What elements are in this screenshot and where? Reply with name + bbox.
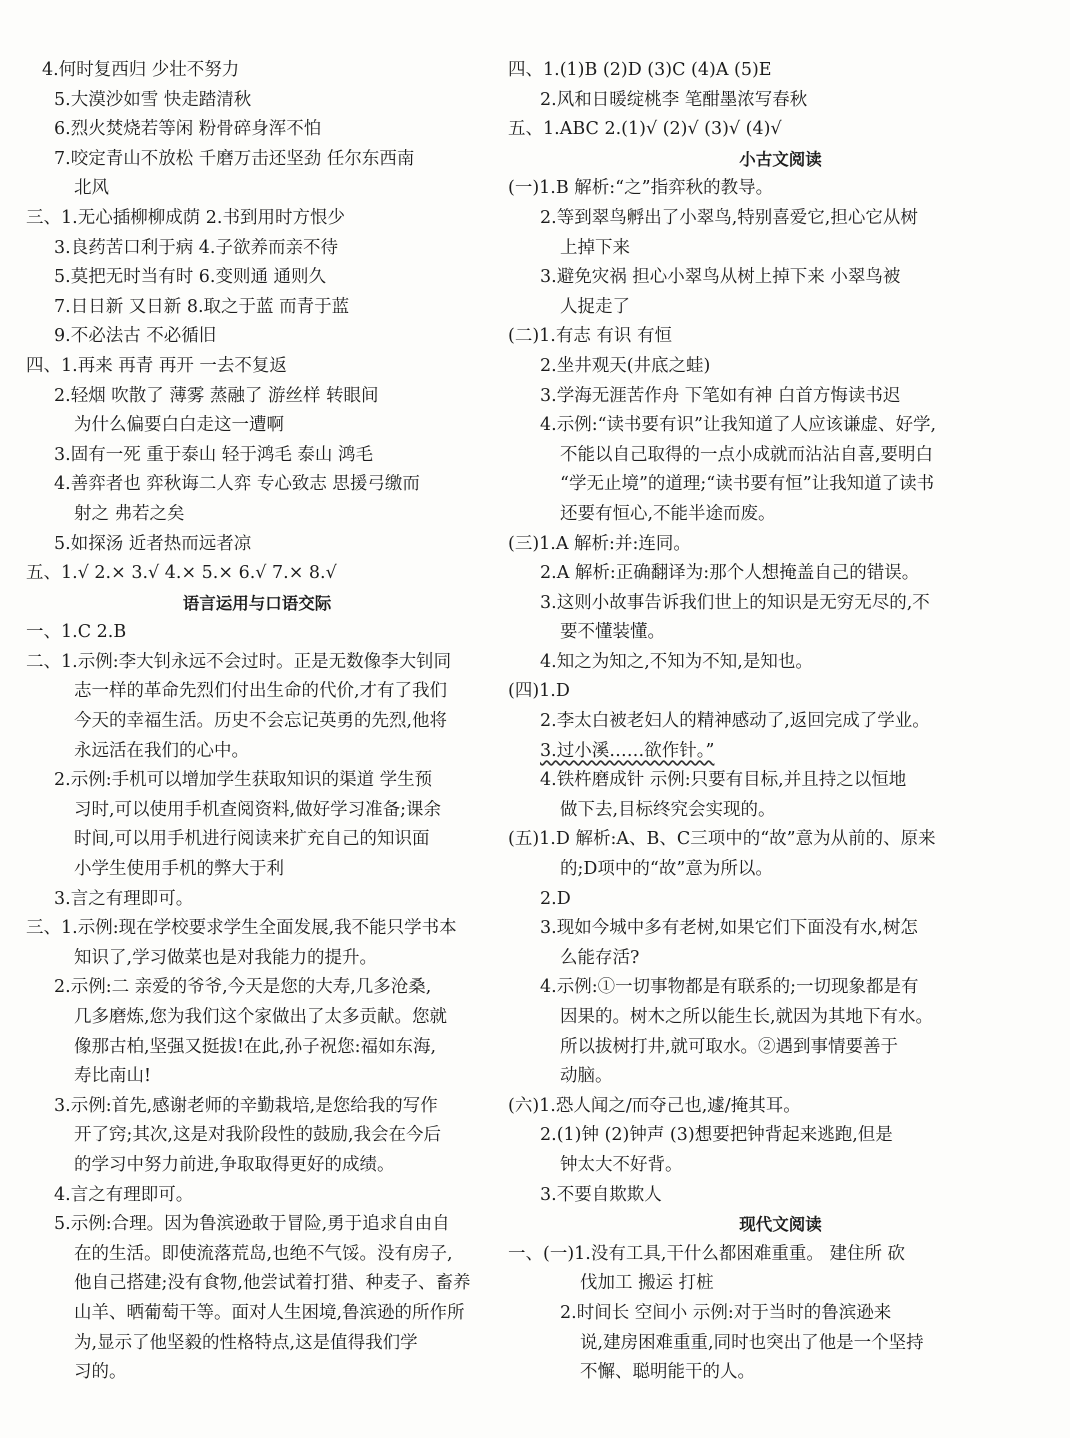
answer-text: 为,显示了他坚毅的性格特点,这是值得我们学	[74, 1332, 418, 1353]
answer-text: 伐加工 搬运 打桩	[580, 1273, 714, 1294]
answer-line	[22, 1092, 492, 1122]
answer-text: “学无止境”的道理;“读书要有恒”让我知道了读书	[560, 474, 935, 495]
answer-line	[22, 322, 492, 352]
answer-text: 三、1.示例:现在学校要求学生全面发展,我不能只学书本	[26, 918, 457, 939]
answer-text: (三)1.A 解析:并:连同。	[508, 533, 691, 554]
section-heading	[508, 1210, 1053, 1240]
answer-text: 要不懂装懂。	[560, 622, 665, 643]
right-column	[508, 56, 1053, 1388]
answer-text: 2.A 解析:正确翻译为:那个人想掩盖自己的错误。	[540, 563, 920, 584]
answer-text: 为什么偏要白白走这一遭啊	[74, 415, 284, 436]
answer-text: 不懈、聪明能干的人。	[580, 1362, 755, 1383]
answer-text: 5.示例:合理。因为鲁滨逊敢于冒险,勇于追求自由自	[54, 1214, 450, 1235]
answer-line	[22, 825, 492, 855]
answer-line	[22, 1269, 492, 1299]
answer-line	[22, 855, 492, 885]
answer-line	[22, 1210, 492, 1240]
answer-line	[508, 973, 1053, 1003]
answer-line	[508, 559, 1053, 589]
answer-text: 2.风和日暖绽桃李 笔酣墨浓写春秋	[540, 89, 808, 110]
answer-line	[508, 825, 1053, 855]
answer-line	[508, 1151, 1053, 1181]
answer-line	[22, 174, 492, 204]
answer-text: 习时,可以使用手机查阅资料,做好学习准备;课余	[74, 799, 442, 820]
answer-line	[22, 618, 492, 648]
answer-text: 4.示例:①一切事物都是有联系的;一切现象都是有	[540, 977, 919, 998]
answer-text: 动脑。	[560, 1066, 613, 1087]
answer-line	[508, 500, 1053, 530]
answer-line	[508, 1329, 1053, 1359]
answer-line	[508, 1240, 1053, 1270]
answer-line	[22, 648, 492, 678]
answer-line	[508, 589, 1053, 619]
answer-line	[22, 1181, 492, 1211]
answer-line	[508, 263, 1053, 293]
answer-text: 2.李太白被老妇人的精神感动了,返回完成了学业。	[540, 711, 930, 732]
answer-line	[22, 944, 492, 974]
answer-line	[22, 234, 492, 264]
answer-text: 3.这则小故事告诉我们世上的知识是无穷无尽的,不	[540, 592, 930, 613]
answer-line	[22, 1299, 492, 1329]
answer-text: 3.言之有理即可。	[54, 888, 194, 909]
answer-text: 在的生活。即使流落荒岛,也绝不气馁。没有房子,	[74, 1243, 453, 1264]
answer-text: 四、1.再来 再青 再开 一去不复返	[26, 355, 287, 376]
answer-text: 5.如探汤 近者热而远者凉	[54, 533, 252, 554]
answer-line	[508, 115, 1053, 145]
answer-line	[508, 1033, 1053, 1063]
answer-text: 所以拔树打井,就可取水。②遇到事情要善于	[560, 1036, 899, 1057]
answer-text: 不能以自己取得的一点小成就而沾沾自喜,要明白	[560, 444, 934, 465]
answer-line	[508, 1358, 1053, 1388]
answer-line	[22, 204, 492, 234]
answer-line	[22, 1062, 492, 1092]
answer-text: 做下去,目标终究会实现的。	[560, 799, 776, 820]
answer-line	[22, 500, 492, 530]
answer-text: 7.日日新 又日新 8.取之于蓝 而青于蓝	[54, 296, 350, 317]
answer-text: 他自己搭建;没有食物,他尝试着打猎、种麦子、畜养	[74, 1273, 471, 1294]
answer-line	[22, 914, 492, 944]
answer-line	[22, 559, 492, 589]
answer-line	[508, 56, 1053, 86]
answer-line	[508, 322, 1053, 352]
answer-line	[22, 470, 492, 500]
answer-text: 语言运用与口语交际	[182, 593, 332, 613]
answer-line	[508, 204, 1053, 234]
answer-line	[22, 1033, 492, 1063]
answer-text: 么能存活?	[560, 947, 640, 968]
answer-line	[22, 1003, 492, 1033]
answer-text: 2.(1)钟 (2)钟声 (3)想要把钟背起来逃跑,但是	[540, 1125, 893, 1146]
answer-text: 知识了,学习做菜也是对我能力的提升。	[74, 947, 378, 968]
answer-text: 四、1.(1)B (2)D (3)C (4)A (5)E	[508, 60, 772, 80]
answer-line	[508, 944, 1053, 974]
answer-line	[508, 1181, 1053, 1211]
answer-line	[508, 796, 1053, 826]
answer-text: 2.坐井观天(井底之蛙)	[540, 355, 711, 376]
answer-line	[22, 1329, 492, 1359]
answer-line	[508, 648, 1053, 678]
answer-text: 说,建房困难重重,同时也突出了他是一个坚持	[580, 1332, 924, 1353]
answer-line	[508, 411, 1053, 441]
answer-text: 4.知之为知之,不知为不知,是知也。	[540, 651, 813, 672]
answer-line	[508, 677, 1053, 707]
answer-text: 7.咬定青山不放松 千磨万击还坚劲 任尔东西南	[54, 148, 415, 169]
answer-line	[22, 56, 492, 86]
answer-line	[508, 86, 1053, 116]
answer-text: 3.现如今城中多有老树,如果它们下面没有水,树怎	[540, 918, 918, 939]
answer-line	[22, 1121, 492, 1151]
answer-text: 时间,可以用手机进行阅读来扩充自己的知识面	[74, 829, 430, 850]
answer-text: 2.示例:手机可以增加学生获取知识的渠道 学生预	[54, 770, 433, 791]
answer-text: 因果的。树木之所以能生长,就因为其地下有水。	[560, 1007, 934, 1027]
answer-text: 习的。	[74, 1362, 127, 1383]
answer-line	[508, 1269, 1053, 1299]
answer-line	[508, 707, 1053, 737]
answer-text: 北风	[74, 178, 109, 199]
answer-text: 5.莫把无时当有时 6.变则通 通则久	[54, 267, 327, 288]
answer-text: 4.善弈者也 弈秋诲二人弈 专心致志 思援弓缴而	[54, 474, 420, 495]
answer-line	[508, 737, 1053, 767]
answer-line	[22, 707, 492, 737]
answer-text: 的;D项中的“故”意为所以。	[560, 859, 773, 880]
answer-text: 2.等到翠鸟孵出了小翠鸟,特别喜爱它,担心它从树	[540, 207, 918, 228]
left-column	[22, 56, 492, 1388]
answer-text: (一)1.B 解析:“之”指弈秋的教导。	[508, 178, 774, 199]
answer-text: (四)1.D	[508, 681, 570, 702]
answer-text: 4.示例:“读书要有识”让我知道了人应该谦虚、好学,	[540, 415, 937, 436]
answer-text: 3.示例:首先,感谢老师的辛勤栽培,是您给我的写作	[54, 1095, 438, 1116]
answer-text: 今天的幸福生活。历史不会忘记英勇的先烈,他将	[74, 711, 448, 732]
answer-text: 4.铁杵磨成针 示例:只要有目标,并且持之以恒地	[540, 770, 907, 791]
answer-line	[508, 1062, 1053, 1092]
section-heading	[508, 145, 1053, 175]
answer-text: 2.示例:二 亲爱的爷爷,今天是您的大寿,几多沧桑,	[54, 977, 432, 998]
answer-line	[22, 293, 492, 323]
answer-line	[508, 618, 1053, 648]
answer-text: 2.时间长 空间小 示例:对于当时的鲁滨逊来	[560, 1302, 892, 1323]
answer-line	[22, 86, 492, 116]
answer-text: 9.不必法古 不必循旧	[54, 326, 217, 347]
answer-line	[508, 914, 1053, 944]
answer-text: 6.烈火焚烧若等闲 粉骨碎身浑不怕	[54, 119, 322, 140]
answer-line	[508, 234, 1053, 264]
answer-line	[22, 115, 492, 145]
answer-text: 一、1.C 2.B	[26, 622, 127, 643]
answer-line	[508, 1121, 1053, 1151]
answer-line	[508, 766, 1053, 796]
answer-line	[22, 1358, 492, 1388]
answer-text: 五、1.ABC 2.(1)√ (2)√ (3)√ (4)√	[508, 119, 782, 140]
answer-text: (五)1.D 解析:A、B、C三项中的“故”意为从前的、原来	[508, 829, 936, 850]
answer-line	[22, 263, 492, 293]
answer-text: 二、1.示例:李大钊永远不会过时。正是无数像李大钊同	[26, 651, 452, 672]
answer-line	[22, 737, 492, 767]
answer-text: 小学生使用手机的弊大于利	[74, 859, 284, 880]
answer-text: 寿比南山!	[74, 1066, 152, 1087]
answer-line	[22, 677, 492, 707]
answer-line	[508, 382, 1053, 412]
answer-line	[22, 145, 492, 175]
answer-line	[508, 1003, 1053, 1033]
section-heading	[22, 589, 492, 619]
answer-text: 3.避免灾祸 担心小翠鸟从树上掉下来 小翠鸟被	[540, 267, 901, 288]
answer-text: 3.不要自欺欺人	[540, 1184, 662, 1205]
answer-text: (六)1.恐人闻之/而夺己也,遽/掩其耳。	[508, 1095, 801, 1116]
answer-text: 山羊、晒葡萄干等。面对人生困境,鲁滨逊的所作所	[74, 1302, 465, 1323]
answer-text: 几多磨炼,您为我们这个家做出了太多贡献。您就	[74, 1007, 448, 1027]
answer-text: 三、1.无心插柳柳成荫 2.书到用时方恨少	[26, 207, 345, 228]
answer-text: 3.良药苦口利于病 4.子欲养而亲不待	[54, 237, 338, 258]
answer-text: (二)1.有志 有识 有恒	[508, 326, 672, 347]
answer-text: 小古文阅读	[739, 149, 822, 169]
answer-text: 3.过小溪……欲作针。”	[540, 740, 715, 761]
answer-line	[22, 352, 492, 382]
answer-line	[22, 382, 492, 412]
answer-line	[508, 441, 1053, 471]
answer-text: 开了窍;其次,这是对我阶段性的鼓励,我会在今后	[74, 1125, 442, 1146]
answer-text: 的学习中努力前进,争取取得更好的成绩。	[74, 1154, 395, 1175]
answer-text: 4.何时复西归 少壮不努力	[42, 60, 240, 80]
answer-line	[22, 973, 492, 1003]
answer-text: 五、1.√ 2.× 3.√ 4.× 5.× 6.√ 7.× 8.√	[26, 563, 337, 584]
answer-line	[508, 174, 1053, 204]
answer-line	[22, 885, 492, 915]
answer-text: 射之 弗若之矣	[74, 503, 185, 524]
answer-text: 5.大漠沙如雪 快走踏清秋	[54, 89, 252, 110]
answer-line	[508, 293, 1053, 323]
answer-text: 志一样的革命先烈们付出生命的代价,才有了我们	[74, 681, 448, 702]
answer-line	[22, 1240, 492, 1270]
answer-line	[22, 411, 492, 441]
answer-line	[22, 530, 492, 560]
answer-text: 像那古柏,坚强又挺拔!在此,孙子祝您:福如东海,	[74, 1036, 437, 1057]
answer-text: 上掉下来	[560, 237, 630, 258]
answer-text: 4.言之有理即可。	[54, 1184, 194, 1205]
answer-text: 2.D	[540, 888, 571, 909]
answer-text: 2.轻烟 吹散了 薄雾 蒸融了 游丝样 转眼间	[54, 385, 379, 406]
answer-line	[508, 1299, 1053, 1329]
answer-text: 人捉走了	[560, 296, 630, 317]
answer-line	[22, 441, 492, 471]
answer-line	[508, 885, 1053, 915]
answer-line	[508, 1092, 1053, 1122]
answer-text: 还要有恒心,不能半途而废。	[560, 503, 776, 524]
answer-text: 3.学海无涯苦作舟 下笔如有神 白首方悔读书迟	[540, 385, 901, 406]
answer-text: 一、(一)1.没有工具,干什么都困难重重。 建住所 砍	[508, 1243, 906, 1264]
answer-line	[508, 855, 1053, 885]
answer-line	[22, 796, 492, 826]
answer-text: 3.固有一死 重于泰山 轻于鸿毛 泰山 鸿毛	[54, 444, 373, 465]
answer-line	[508, 352, 1053, 382]
answer-line	[508, 470, 1053, 500]
answer-line	[508, 530, 1053, 560]
answer-text: 现代文阅读	[739, 1215, 822, 1235]
answer-line	[22, 766, 492, 796]
answer-text: 永远活在我们的心中。	[74, 740, 249, 761]
answer-text: 钟太大不好背。	[560, 1154, 683, 1175]
answer-line	[22, 1151, 492, 1181]
